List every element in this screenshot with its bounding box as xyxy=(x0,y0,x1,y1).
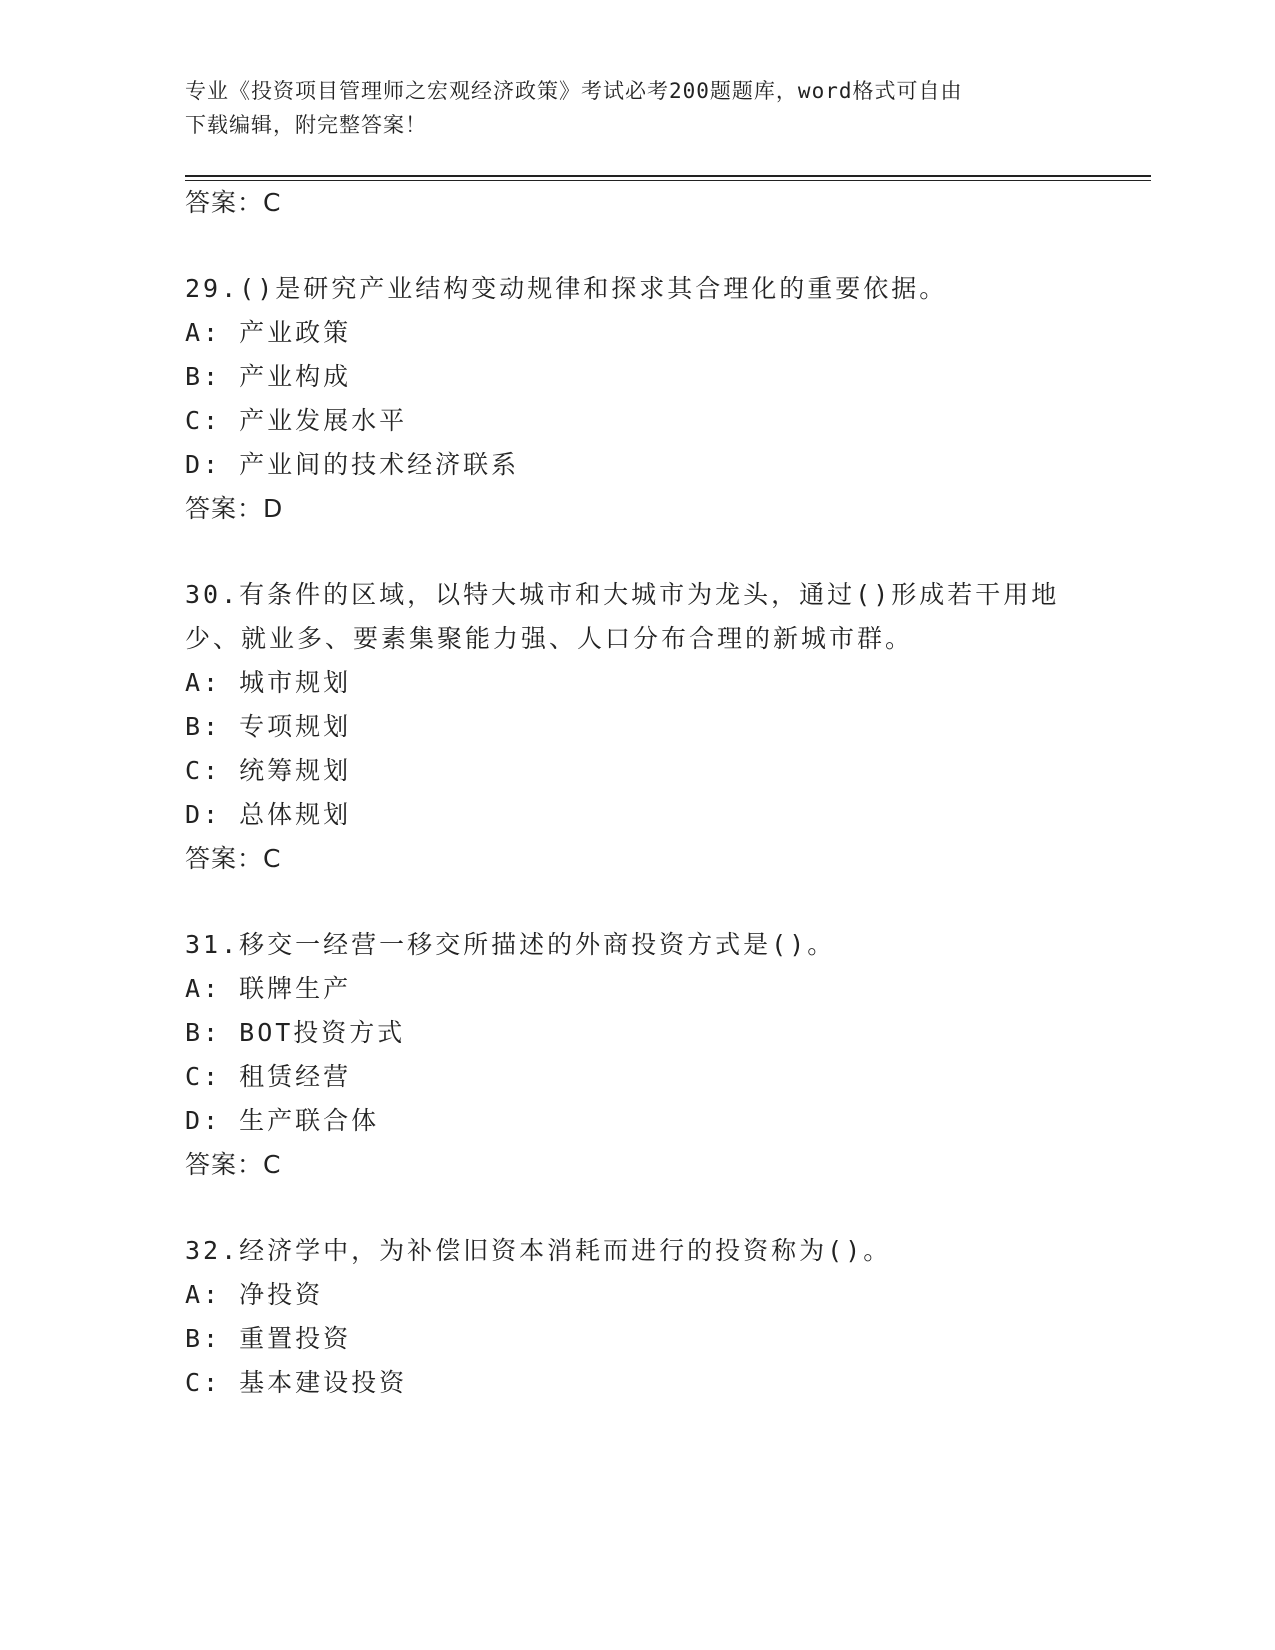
document-header xyxy=(185,74,1085,142)
option-c: C: 租赁经营 xyxy=(185,1062,352,1091)
header-divider xyxy=(185,175,1151,177)
answer-line: 答案：C xyxy=(185,188,282,217)
option-a: A: 城市规划 xyxy=(185,668,352,697)
option-c: C: 统筹规划 xyxy=(185,756,352,785)
option-c: C: 基本建设投资 xyxy=(185,1368,408,1397)
option-d: D: 生产联合体 xyxy=(185,1106,380,1135)
question-stem-continued: 少、就业多、要素集聚能力强、人口分布合理的新城市群。 xyxy=(185,624,914,653)
question-stem: 30.有条件的区域，以特大城市和大城市为龙头，通过()形成若干用地 xyxy=(185,580,1060,609)
header-divider-thin xyxy=(185,180,1151,181)
question-stem: 29.()是研究产业结构变动规律和探求其合理化的重要依据。 xyxy=(185,274,948,303)
option-b: B: BOT投资方式 xyxy=(185,1018,406,1047)
answer-line: 答案：C xyxy=(185,844,282,873)
option-b: B: 重置投资 xyxy=(185,1324,352,1353)
option-a: A: 净投资 xyxy=(185,1280,324,1309)
question-stem: 32.经济学中，为补偿旧资本消耗而进行的投资称为()。 xyxy=(185,1236,892,1265)
header-line-1: 专业《投资项目管理师之宏观经济政策》考试必考200题题库，word格式可自由 xyxy=(185,79,963,103)
option-d: D: 产业间的技术经济联系 xyxy=(185,450,520,479)
option-b: B: 产业构成 xyxy=(185,362,352,391)
option-a: A: 联牌生产 xyxy=(185,974,352,1003)
option-c: C: 产业发展水平 xyxy=(185,406,408,435)
header-line-2: 下载编辑，附完整答案！ xyxy=(185,113,427,137)
option-b: B: 专项规划 xyxy=(185,712,352,741)
answer-line: 答案：C xyxy=(185,1150,282,1179)
question-stem: 31.移交一经营一移交所描述的外商投资方式是()。 xyxy=(185,930,836,959)
option-d: D: 总体规划 xyxy=(185,800,352,829)
option-a: A: 产业政策 xyxy=(185,318,352,347)
answer-line: 答案：D xyxy=(185,494,284,523)
